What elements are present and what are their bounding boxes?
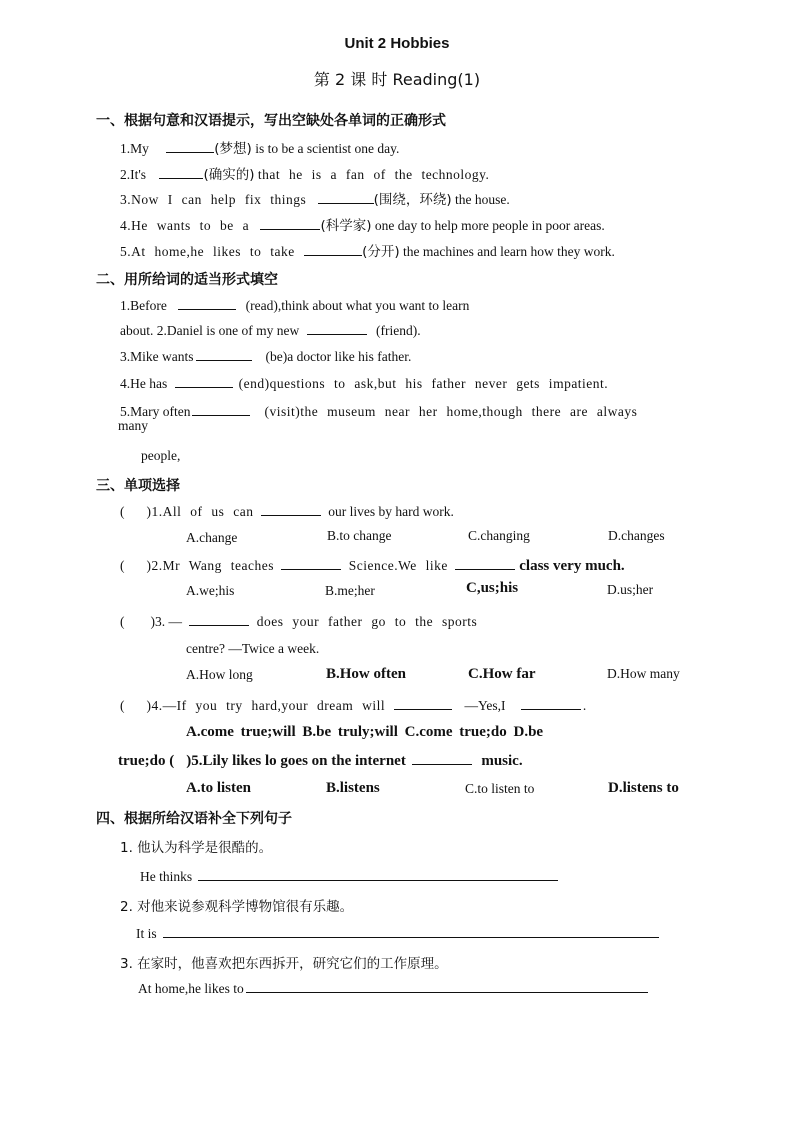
s1-item-2-post: that he is a fan of the technology. xyxy=(257,167,490,182)
s3-q1-option-c[interactable]: C.changing xyxy=(468,528,530,543)
s1-item-4-hint: (科学家) xyxy=(320,218,372,234)
lesson-subtitle-text: 第 2 课 时 Reading(1) xyxy=(313,70,481,89)
s3-q2-paren[interactable]: ( xyxy=(120,558,125,573)
s1-item-2-hint: (确实的) xyxy=(203,167,255,183)
s2-line-6: people, xyxy=(141,448,181,463)
s1-item-3-hint: (围绕，环绕) xyxy=(373,192,452,208)
s3-q3-num: )3. — xyxy=(150,614,182,629)
s3-q2-post: class very much. xyxy=(519,558,625,574)
s3-q4-blank-1[interactable] xyxy=(394,697,452,710)
s3-q5-blank[interactable] xyxy=(412,752,472,765)
s3-q1-blank[interactable] xyxy=(261,503,321,516)
s1-item-3-pre: 3.Now I can help fix things xyxy=(120,192,307,207)
s4-item-3-answer xyxy=(138,980,648,997)
page-title: Unit 2 Hobbies xyxy=(344,35,450,52)
s4-item-2-answer xyxy=(136,925,659,942)
section-4-heading: 四、根据所给汉语补全下列句子 xyxy=(96,811,292,827)
s1-item-2-pre: 2.It's xyxy=(120,167,147,182)
s3-q5-option-b[interactable]: B.listens xyxy=(326,780,380,796)
s3-q1-post: our lives by hard work. xyxy=(328,504,454,519)
s3-q1-option-b[interactable]: B.to change xyxy=(327,528,392,543)
s3-q5-stem xyxy=(118,752,523,770)
s3-q2-blank-2[interactable] xyxy=(455,557,515,570)
s3-q3-option-a[interactable]: A.How long xyxy=(186,667,253,682)
s1-item-3-post: the house. xyxy=(455,192,510,207)
s1-item-5 xyxy=(120,240,615,260)
s3-q3-option-d[interactable]: D.How many xyxy=(607,666,680,681)
s3-q5-pre[interactable]: true;do ( xyxy=(118,753,175,769)
s4-item-3-line[interactable] xyxy=(246,980,648,993)
s3-q3-option-c[interactable]: C.How far xyxy=(468,666,536,682)
s1-item-2-blank[interactable] xyxy=(159,166,203,179)
s2-line-3-pre: 3.Mike wants xyxy=(120,349,194,364)
s2-line-3-post: (be)a doctor like his father. xyxy=(265,349,412,364)
s1-item-4-blank[interactable] xyxy=(260,217,320,230)
s3-q1-stem xyxy=(120,503,454,520)
s3-q2-option-d[interactable]: D.us;her xyxy=(607,582,654,597)
s3-q2-mid: Science.We like xyxy=(348,558,448,573)
s3-q1-option-a[interactable]: A.change xyxy=(186,530,238,545)
s3-q4-blank-2[interactable] xyxy=(521,697,581,710)
s4-item-2-line[interactable] xyxy=(163,925,659,938)
s3-q1-paren[interactable]: ( xyxy=(120,504,125,519)
s2-item-1-blank[interactable] xyxy=(178,297,236,310)
s2-line-5 xyxy=(120,403,637,420)
s2-item-3-blank[interactable] xyxy=(196,348,252,361)
s3-q1-option-d[interactable]: D.changes xyxy=(608,528,665,543)
s3-q2-option-b[interactable]: B.me;her xyxy=(325,583,375,598)
s1-item-3 xyxy=(120,188,510,208)
section-2-heading: 二、用所给词的适当形式填空 xyxy=(96,272,278,288)
section-1-heading: 一、根据句意和汉语提示，写出空缺处各单词的正确形式 xyxy=(96,113,446,129)
s4-item-1-line[interactable] xyxy=(198,868,558,881)
s3-q3-stem xyxy=(120,613,477,630)
s1-item-5-hint: (分开) xyxy=(362,244,400,260)
s3-q1-num: )1.All of us can xyxy=(146,504,254,519)
s2-line-1-pre: 1.Before xyxy=(120,298,167,313)
s1-item-5-blank[interactable] xyxy=(304,243,362,256)
s1-item-5-post: the machines and learn how they work. xyxy=(403,244,615,259)
s4-item-1-prompt: He thinks xyxy=(140,869,193,884)
s3-q3-option-b[interactable]: B.How often xyxy=(326,666,406,682)
s1-item-4-post: one day to help more people in poor areas. xyxy=(374,218,605,233)
lesson-subtitle xyxy=(0,67,794,90)
s3-q4-num: )4.—If you try hard,your dream will xyxy=(146,698,386,713)
s1-item-4-pre: 4.He wants to be a xyxy=(120,218,250,233)
s3-q4-paren[interactable]: ( xyxy=(120,698,125,713)
s3-q3-post: does your father go to the sports xyxy=(256,614,478,629)
s1-item-4 xyxy=(120,214,605,234)
s2-item-5-blank[interactable] xyxy=(192,403,250,416)
s3-q5-option-a[interactable]: A.to listen xyxy=(186,780,251,796)
s2-item-4-blank[interactable] xyxy=(175,375,233,388)
s1-item-1-blank[interactable] xyxy=(166,140,214,153)
s3-q5-post: music. xyxy=(481,753,523,769)
s3-q2-blank-1[interactable] xyxy=(281,557,341,570)
s2-line-1-post: (read),think about what you want to learn xyxy=(245,298,470,313)
s3-q5-option-c[interactable]: C.to listen to xyxy=(465,781,535,796)
s4-item-2-chinese: 2. 对他来说参观科学博物馆很有乐趣。 xyxy=(120,899,354,915)
s2-line-5-post: (visit)the museum near her home,though there are always xyxy=(264,404,638,419)
s2-line-5-pre: 5.Mary often xyxy=(120,404,191,419)
s3-q3-blank[interactable] xyxy=(189,613,249,626)
s3-q2-num: )2.Mr Wang teaches xyxy=(146,558,275,573)
s3-q3-paren[interactable]: ( xyxy=(120,614,125,629)
s3-q5-num: )5.Lily likes lo goes on the internet xyxy=(186,753,406,769)
s3-q4-options[interactable]: A.come true;will B.be truly;will C.come true;do D.be xyxy=(186,724,544,740)
s4-item-3-prompt: At home,he likes to xyxy=(138,981,244,996)
s1-item-1-hint: (梦想) xyxy=(214,141,252,157)
s1-item-5-pre: 5.At home,he likes to take xyxy=(120,244,295,259)
s3-q5-option-d[interactable]: D.listens to xyxy=(608,780,679,796)
s2-item-2-blank[interactable] xyxy=(307,322,367,335)
s3-q2-stem xyxy=(120,557,625,575)
s4-item-1-chinese: 1. 他认为科学是很酷的。 xyxy=(120,840,273,856)
s1-item-1-pre: 1.My xyxy=(120,141,149,156)
s2-line-2-pre: about. 2.Daniel is one of my new xyxy=(120,323,300,338)
s1-item-1-post: is to be a scientist one day. xyxy=(255,141,400,156)
s2-line-2-post: (friend). xyxy=(375,323,421,338)
s3-q4-mid: —Yes,I xyxy=(464,698,506,713)
s2-line-4-post: (end)questions to ask,but his father never gets impatient. xyxy=(238,376,609,391)
s3-q4-post: . xyxy=(582,698,587,713)
s4-item-1-answer xyxy=(140,868,558,885)
s3-q4-stem xyxy=(120,697,586,714)
s2-line-5-wrap: many xyxy=(118,418,148,433)
s2-line-4-pre: 4.He has xyxy=(120,376,168,391)
s1-item-3-blank[interactable] xyxy=(318,191,374,204)
s3-q2-option-c[interactable]: C,us;his xyxy=(466,580,519,596)
section-3-heading: 三、单项选择 xyxy=(96,478,180,494)
s4-item-3-chinese: 3. 在家时，他喜欢把东西拆开，研究它们的工作原理。 xyxy=(120,956,448,972)
s3-q2-option-a[interactable]: A.we;his xyxy=(186,583,235,598)
s2-line-2 xyxy=(120,322,421,339)
s4-item-2-prompt: It is xyxy=(136,926,157,941)
s2-line-3 xyxy=(120,348,411,365)
s3-q3-line-2: centre? —Twice a week. xyxy=(186,641,320,656)
s2-line-4 xyxy=(120,375,608,392)
s1-item-1 xyxy=(120,137,399,157)
s1-item-2 xyxy=(120,163,489,183)
s2-line-1 xyxy=(120,297,469,314)
